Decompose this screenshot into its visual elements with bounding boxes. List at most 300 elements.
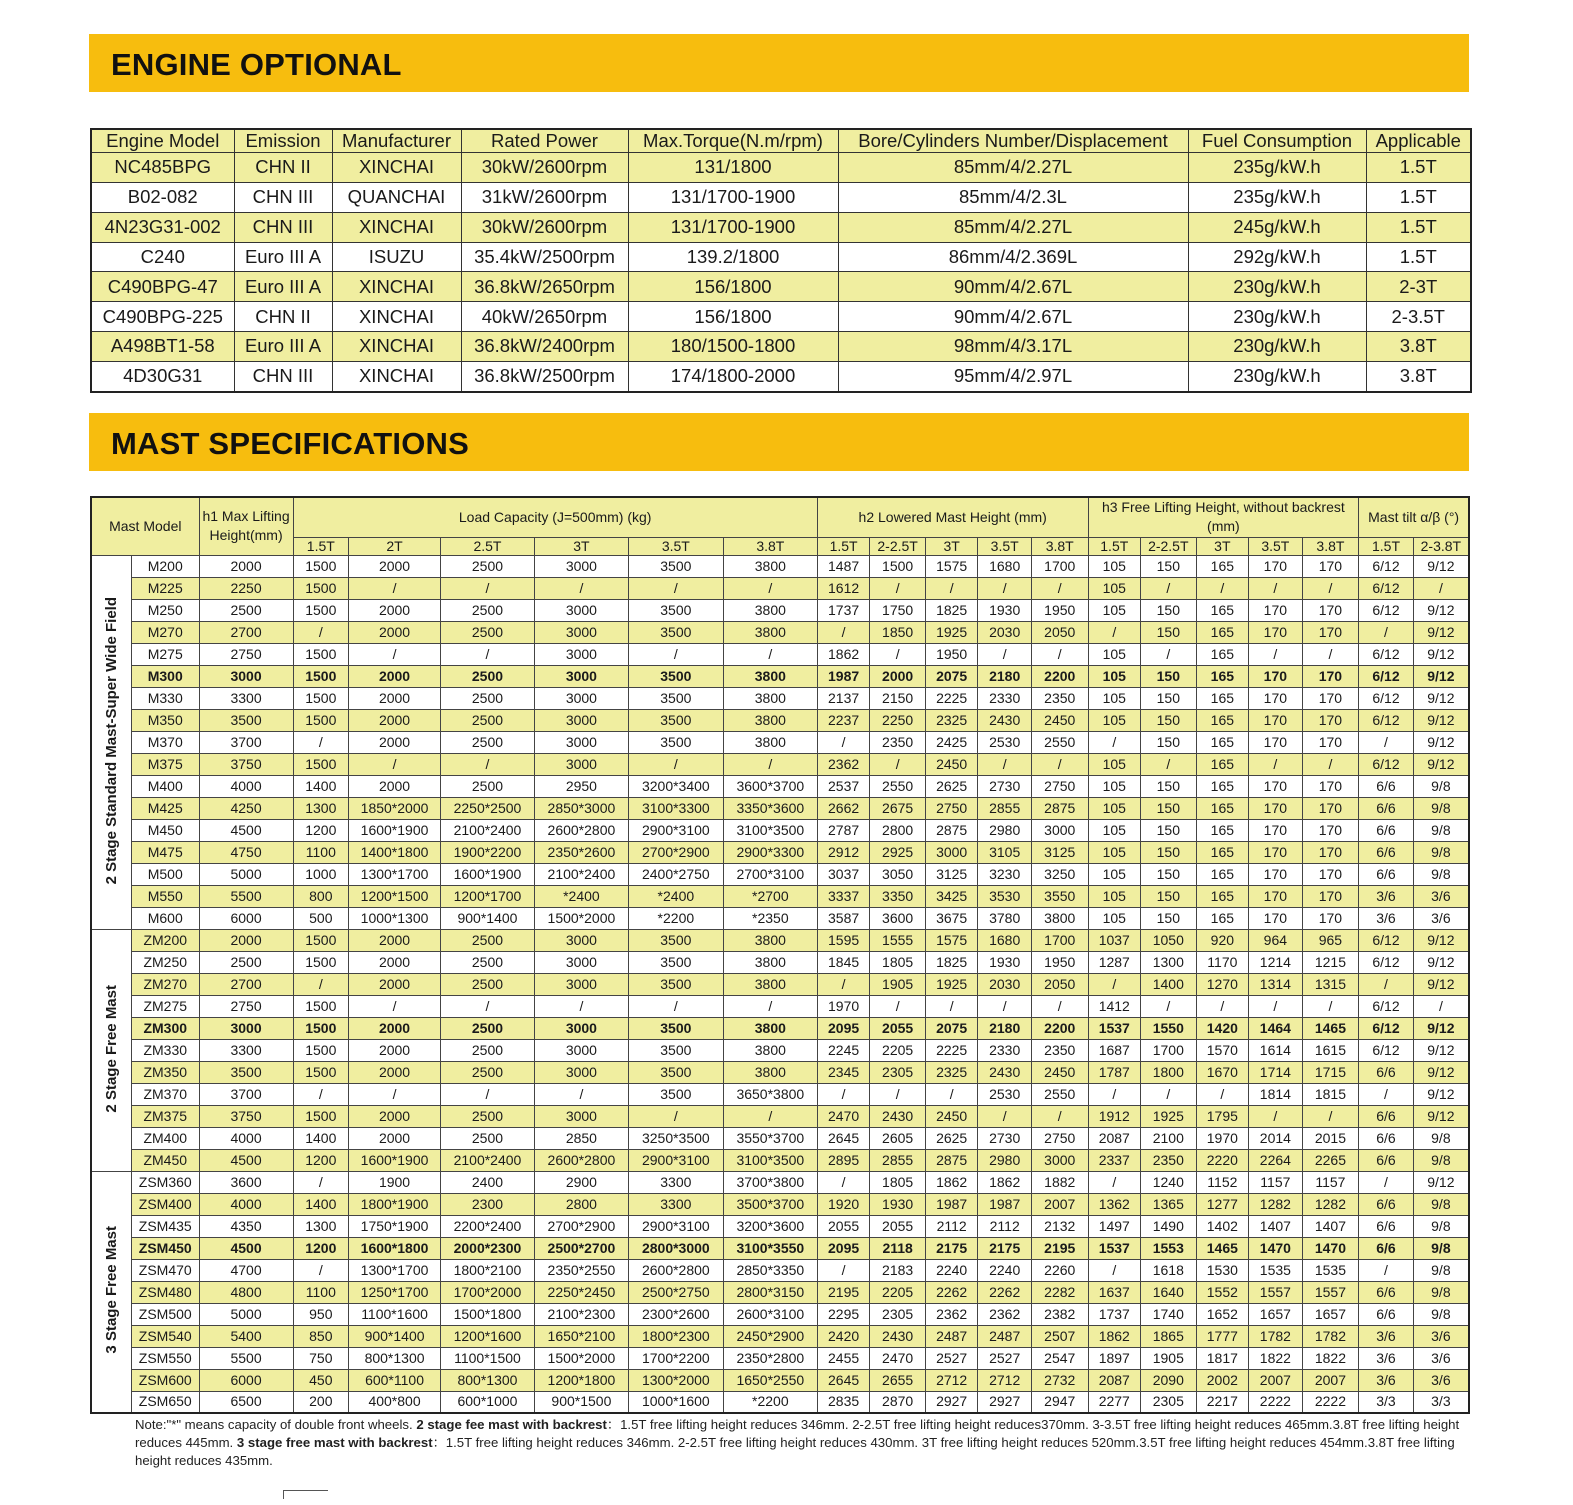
mast-cell: / [1031,1105,1088,1127]
mast-cell: / [1141,1083,1197,1105]
mast-cell: 3587 [817,907,870,929]
mast-cell: 964 [1249,929,1303,951]
mast-cell: 2450 [925,753,978,775]
engine-cell: 1.5T [1366,182,1471,212]
mast-cell: 2007 [1249,1369,1303,1391]
engine-cell: 36.8kW/2400rpm [461,332,628,362]
mast-cell: 3/6 [1413,907,1469,929]
mast-row [91,709,1469,731]
mast-cell: 170 [1302,621,1359,643]
engine-row [91,302,1471,332]
mast-cell: 2900*3100 [628,819,723,841]
mast-cell: 1782 [1249,1325,1303,1347]
mast-section-title: MAST SPECIFICATIONS [111,426,470,461]
mast-cell: 2450 [1031,1061,1088,1083]
mast-cell: / [1031,995,1088,1017]
mast-cell: 2980 [978,819,1032,841]
mast-cell: 1845 [817,951,870,973]
mast-cell: / [349,995,441,1017]
mast-cell: 2090 [1141,1369,1197,1391]
mast-cell: 1500 [293,577,349,599]
mast-group-label [91,555,131,929]
mast-cell: 3/6 [1359,1369,1414,1391]
mast-cell: 2855 [978,797,1032,819]
mast-cell: 1822 [1302,1347,1359,1369]
mast-cell: 1930 [978,951,1032,973]
mast-cell: 2835 [817,1391,870,1413]
mast-cell: 2007 [1031,1193,1088,1215]
mast-cell: 170 [1249,555,1303,577]
mast-cell: 1600*1900 [349,1149,441,1171]
mast-cell: 920 [1196,929,1249,951]
mast-cell: / [441,1083,535,1105]
mast-cell: 1670 [1196,1061,1249,1083]
mast-row [91,599,1469,621]
engine-cell: ISUZU [332,242,461,272]
mast-cell: 1825 [925,951,978,973]
mast-cell: 2500 [199,951,293,973]
mast-cell: 2000 [349,1105,441,1127]
mast-cell: 2330 [978,687,1032,709]
mast-cell: 1950 [1031,599,1088,621]
mast-cell: / [1088,1259,1141,1281]
mast-cell: 2000 [349,621,441,643]
mast-cell: 1925 [1141,1105,1197,1127]
mast-cell: 165 [1196,709,1249,731]
mast-cell: 2075 [925,1017,978,1039]
mast-cell: 6/6 [1359,1149,1414,1171]
mast-cell: 105 [1088,797,1141,819]
note-text-3: ：1.5T free lifting height reduces 346mm. 2-2.5T free lifting height reduces 430mm. 3T free lifting height reduces 520mm.3.5T free lifting height reduces 454mm.3.8T free lifting height reduces 435mm. [135,1435,1455,1468]
mast-cell: 3/3 [1359,1391,1414,1413]
mast-cell: 1000 [293,863,349,885]
mast-model-cell: ZSM550 [131,1347,199,1369]
engine-cell: 156/1800 [628,272,838,302]
mast-cell: 200 [293,1391,349,1413]
mast-cell: 2500 [441,709,535,731]
mast-cell: 3500 [628,599,723,621]
mast-row [91,1105,1469,1127]
engine-cell: 3.8T [1366,332,1471,362]
mast-cell: / [1359,621,1414,643]
mast-cell: 6/12 [1359,709,1414,731]
mast-cell: 2600*2800 [628,1259,723,1281]
h2-sub-header: 3T [925,537,978,555]
mast-model-cell: ZM370 [131,1083,199,1105]
mast-cell: 170 [1302,797,1359,819]
mast-cell: 2507 [1031,1325,1088,1347]
mast-cell: 3500 [628,1083,723,1105]
mast-cell: 3/6 [1413,1369,1469,1391]
engine-column-header: Manufacturer [332,129,461,153]
mast-cell: 3000 [534,599,628,621]
engine-cell: CHN III [234,361,332,392]
mast-cell: / [349,753,441,775]
mast-cell: 3425 [925,885,978,907]
mast-cell: 3100*3300 [628,797,723,819]
mast-cell: 2087 [1088,1369,1141,1391]
mast-cell: 2750 [925,797,978,819]
mast-cell: 1715 [1302,1061,1359,1083]
mast-model-cell: M300 [131,665,199,687]
mast-cell: 2700*2900 [534,1215,628,1237]
mast-cell: 3750 [199,753,293,775]
mast-cell: 2625 [925,1127,978,1149]
mast-cell: 6/6 [1359,1127,1414,1149]
mast-cell: 1497 [1088,1215,1141,1237]
mast-cell: 3000 [534,665,628,687]
mast-cell: 3800 [1031,907,1088,929]
mast-cell: 2137 [817,687,870,709]
engine-cell: B02-082 [91,182,234,212]
mast-cell: 2000 [199,555,293,577]
mast-cell: 1865 [1141,1325,1197,1347]
mast-cell: 2800*3000 [628,1237,723,1259]
note-bold-2: 3 stage free mast with backrest [236,1435,433,1450]
mast-cell: 2305 [870,1303,926,1325]
mast-cell: 2900*3300 [723,841,817,863]
mast-cell: 3800 [723,1039,817,1061]
mast-cell: 3800 [723,1061,817,1083]
engine-cell: 4D30G31 [91,361,234,392]
mast-cell: 1420 [1196,1017,1249,1039]
mast-cell: 1214 [1249,951,1303,973]
mast-cell: 1614 [1249,1039,1303,1061]
load-sub-header: 3.8T [723,537,817,555]
mast-row [91,797,1469,819]
mast-cell: 1487 [817,555,870,577]
mast-cell: 3/6 [1359,1347,1414,1369]
mast-cell: 2030 [978,973,1032,995]
mast-cell: / [1088,973,1141,995]
mast-cell: 1800*1900 [349,1193,441,1215]
mast-cell: / [1302,995,1359,1017]
mast-cell: 2050 [1031,973,1088,995]
mast-model-cell: ZSM540 [131,1325,199,1347]
mast-cell: 2300 [441,1193,535,1215]
mast-cell: 105 [1088,885,1141,907]
mast-model-cell: ZM270 [131,973,199,995]
mast-cell: 2425 [925,731,978,753]
mast-cell: 6/6 [1359,1105,1414,1127]
mast-cell: 3500 [628,1061,723,1083]
mast-cell: 3700 [199,731,293,753]
mast-cell: 6/12 [1359,577,1414,599]
mast-cell: 2180 [978,1017,1032,1039]
h3-sub-header: 3.5T [1249,537,1303,555]
engine-cell: CHN II [234,302,332,332]
mast-model-cell: ZSM435 [131,1215,199,1237]
engine-column-header: Fuel Consumption [1188,129,1366,153]
engine-column-header: Max.Torque(N.m/rpm) [628,129,838,153]
mast-cell: 1000*1600 [628,1391,723,1413]
mast-cell: 800*1300 [441,1369,535,1391]
mast-cell: 2500 [199,599,293,621]
mast-cell: 4500 [199,1237,293,1259]
mast-cell: 1750*1900 [349,1215,441,1237]
mast-cell: 2055 [870,1215,926,1237]
engine-cell: 30kW/2600rpm [461,212,628,242]
mast-cell: 2530 [978,1083,1032,1105]
mast-cell: 2264 [1249,1149,1303,1171]
mast-cell: 2132 [1031,1215,1088,1237]
mast-cell: 170 [1302,885,1359,907]
mast-cell: 2000 [349,1039,441,1061]
mast-cell: 2430 [870,1325,926,1347]
mast-cell: 105 [1088,907,1141,929]
mast-cell: 1215 [1302,951,1359,973]
mast-cell: 3600 [870,907,926,929]
mast-cell: / [723,995,817,1017]
mast-cell: 2550 [1031,1083,1088,1105]
mast-cell: 1777 [1196,1325,1249,1347]
mast-cell: 6/12 [1359,951,1414,973]
engine-row [91,212,1471,242]
mast-cell: 3000 [534,643,628,665]
engine-cell: 36.8kW/2650rpm [461,272,628,302]
engine-cell: 36.8kW/2500rpm [461,361,628,392]
mast-cell: / [817,1259,870,1281]
mast-cell: 165 [1196,863,1249,885]
mast-cell: 2550 [1031,731,1088,753]
mast-cell: 1782 [1302,1325,1359,1347]
mast-cell: 6000 [199,907,293,929]
mast-model-cell: ZSM500 [131,1303,199,1325]
mast-row [91,621,1469,643]
mast-cell: 3800 [723,973,817,995]
mast-cell: 2300*2600 [628,1303,723,1325]
mast-cell: 3000 [534,973,628,995]
mast-cell: 1557 [1302,1281,1359,1303]
mast-cell: 3/6 [1359,885,1414,907]
mast-cell: 3530 [978,885,1032,907]
mast-cell: 2295 [817,1303,870,1325]
mast-group-label-text: 2 Stage Standard Mast-Super Wide Field [102,596,120,885]
engine-section-header [89,34,1469,92]
mast-cell: 105 [1088,555,1141,577]
engine-column-header: Applicable [1366,129,1471,153]
mast-cell: 1470 [1302,1237,1359,1259]
engine-row [91,242,1471,272]
mast-cell: 2537 [817,775,870,797]
mast-cell: 6500 [199,1391,293,1413]
mast-cell: 165 [1196,841,1249,863]
engine-cell: Euro III A [234,272,332,302]
mast-model-cell: ZM375 [131,1105,199,1127]
mast-cell: 1500 [293,599,349,621]
mast-cell: 1714 [1249,1061,1303,1083]
mast-model-cell: ZM300 [131,1017,199,1039]
mast-cell: 5000 [199,863,293,885]
mast-cell: 1100*1600 [349,1303,441,1325]
mast-cell: 2500*2750 [628,1281,723,1303]
mast-cell: 9/12 [1413,929,1469,951]
mast-model-cell: ZSM650 [131,1391,199,1413]
mast-cell: 9/12 [1413,1171,1469,1193]
mast-cell: 4000 [199,1127,293,1149]
mast-cell: 170 [1249,709,1303,731]
mast-cell: 3000 [534,1017,628,1039]
mast-cell: 2470 [870,1347,926,1369]
mast-cell: 1550 [1141,1017,1197,1039]
mast-cell: 3/6 [1413,1325,1469,1347]
mast-cell: 6/6 [1359,1303,1414,1325]
mast-cell: 6/6 [1359,1237,1414,1259]
mast-cell: 2345 [817,1061,870,1083]
mast-cell: 165 [1196,555,1249,577]
mast-cell: 2855 [870,1149,926,1171]
mast-cell: 1400 [293,1193,349,1215]
tilt-sub-header: 1.5T [1359,537,1414,555]
mast-cell: / [817,1083,870,1105]
mast-cell: / [628,995,723,1017]
engine-cell: Euro III A [234,332,332,362]
mast-cell: *2700 [723,885,817,907]
mast-cell: 900*1500 [534,1391,628,1413]
mast-cell: 2350 [1031,687,1088,709]
mast-cell: 2500 [441,665,535,687]
mast-model-cell: M425 [131,797,199,819]
mast-cell: 2183 [870,1259,926,1281]
mast-cell: 150 [1141,885,1197,907]
mast-cell: 2240 [925,1259,978,1281]
engine-cell: XINCHAI [332,272,461,302]
mast-cell: 1400 [293,1127,349,1149]
mast-cell: 1825 [925,599,978,621]
mast-cell: 2700 [199,973,293,995]
mast-cell: 6/6 [1359,819,1414,841]
mast-group-label [91,1171,131,1413]
mast-cell: 2400 [441,1171,535,1193]
mast-cell: / [534,577,628,599]
mast-cell: 2500 [441,1017,535,1039]
mast-cell: / [817,1171,870,1193]
mast-cell: 1805 [870,1171,926,1193]
mast-cell: 2225 [925,687,978,709]
engine-cell: XINCHAI [332,332,461,362]
mast-row [91,929,1469,951]
engine-cell: XINCHAI [332,153,461,183]
mast-cell: 2850 [534,1127,628,1149]
mast-cell: 170 [1302,709,1359,731]
mast-cell: 170 [1249,885,1303,907]
engine-cell: 1.5T [1366,242,1471,272]
mast-cell: 1464 [1249,1017,1303,1039]
mast-cell: 1300*1700 [349,1259,441,1281]
mast-cell: / [1031,753,1088,775]
mast-cell: 165 [1196,797,1249,819]
mast-cell: 1500*2000 [534,907,628,929]
mast-cell: / [1302,577,1359,599]
mast-cell: 3100*3500 [723,1149,817,1171]
mast-cell: / [441,995,535,1017]
mast-cell: 1814 [1249,1083,1303,1105]
mast-cell: 1282 [1249,1193,1303,1215]
mast-cell: 2700*3100 [723,863,817,885]
mast-cell: 3000 [534,1105,628,1127]
mast-cell: 4000 [199,775,293,797]
mast-row [91,1149,1469,1171]
mast-cell: 2500 [441,1061,535,1083]
mast-model-cell: ZSM360 [131,1171,199,1193]
mast-cell: 1800*2100 [441,1259,535,1281]
mast-row [91,1391,1469,1413]
mast-cell: 2500 [441,687,535,709]
mast-cell: 2500 [441,775,535,797]
mast-cell: 3000 [199,665,293,687]
mast-row [91,1259,1469,1281]
mast-cell: 3700*3800 [723,1171,817,1193]
mast-cell: 9/8 [1413,819,1469,841]
mast-cell: 2420 [817,1325,870,1347]
engine-cell: 131/1700-1900 [628,212,838,242]
mast-cell: / [817,731,870,753]
mast-cell: 900*1400 [349,1325,441,1347]
mast-cell: 2220 [1196,1149,1249,1171]
mast-cell: 170 [1302,731,1359,753]
mast-cell: 2262 [925,1281,978,1303]
mast-cell: 1402 [1196,1215,1249,1237]
mast-cell: 2362 [817,753,870,775]
mast-cell: 2100*2300 [534,1303,628,1325]
mast-cell: 2282 [1031,1281,1088,1303]
mast-cell: 3000 [199,1017,293,1039]
mast-cell: 2605 [870,1127,926,1149]
mast-cell: / [978,1105,1032,1127]
engine-cell: CHN III [234,212,332,242]
mast-cell: 170 [1302,665,1359,687]
mast-cell: *2400 [534,885,628,907]
mast-cell: / [349,577,441,599]
mast-row [91,1369,1469,1391]
mast-cell: 1970 [1196,1127,1249,1149]
load-sub-header: 1.5T [293,537,349,555]
mast-cell: 2112 [925,1215,978,1237]
mast-cell: 2732 [1031,1369,1088,1391]
mast-cell: 9/8 [1413,775,1469,797]
mast-cell: 2014 [1249,1127,1303,1149]
mast-cell: 1905 [1141,1347,1197,1369]
mast-model-cell: M450 [131,819,199,841]
mast-cell: 2007 [1302,1369,1359,1391]
mast-cell: 3000 [534,687,628,709]
mast-cell: 4500 [199,819,293,841]
mast-cell: 2875 [1031,797,1088,819]
engine-cell: 230g/kW.h [1188,302,1366,332]
mast-cell: 3250*3500 [628,1127,723,1149]
mast-cell: 2500 [441,1105,535,1127]
mast-cell: 6/12 [1359,929,1414,951]
mast-row [91,1303,1469,1325]
mast-cell: 105 [1088,643,1141,665]
mast-cell: 1200*1800 [534,1369,628,1391]
mast-cell: 1300 [293,1215,349,1237]
mast-cell: / [870,643,926,665]
mast-cell: 2547 [1031,1347,1088,1369]
mast-cell: / [925,577,978,599]
mast-cell: / [1196,995,1249,1017]
mast-cell: 2500 [441,951,535,973]
mast-cell: 1537 [1088,1237,1141,1259]
mast-cell: 2500 [441,599,535,621]
mast-cell: / [1141,577,1197,599]
engine-cell: XINCHAI [332,302,461,332]
mast-cell: 1490 [1141,1215,1197,1237]
mast-cell: 105 [1088,599,1141,621]
mast-cell: 2730 [978,1127,1032,1149]
engine-cell: 230g/kW.h [1188,272,1366,302]
engine-cell: A498BT1-58 [91,332,234,362]
